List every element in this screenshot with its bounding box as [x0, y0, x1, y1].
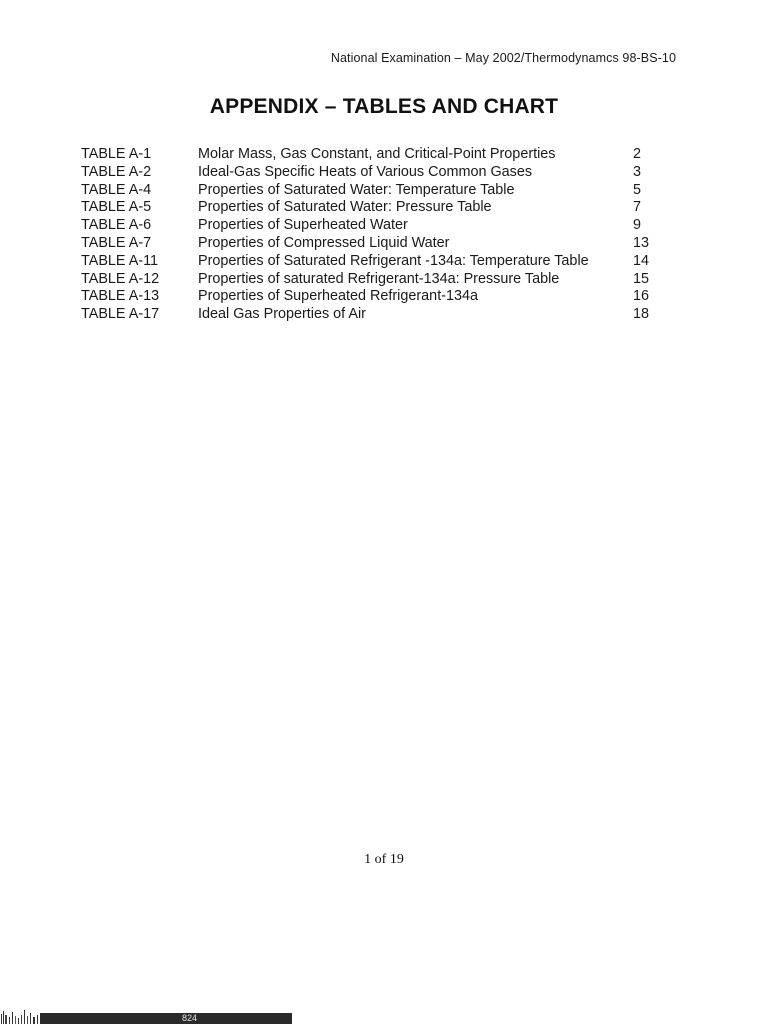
toc-row: [81, 271, 659, 289]
toc-row: [81, 253, 659, 271]
toc-row: [81, 164, 659, 182]
toc-table-name: Properties of Superheated Refrigerant-134a: [198, 288, 478, 305]
toc-page-number: 2: [633, 146, 642, 162]
toc-table-name: Properties of Compressed Liquid Water: [198, 234, 450, 251]
toc-page-number: 16: [633, 288, 650, 305]
scan-bar-number: 824: [182, 1013, 198, 1023]
toc-table-name: Ideal-Gas Specific Heats of Various Common Gases: [198, 163, 533, 180]
scan-bar: [40, 1013, 292, 1024]
toc-page-number: 9: [633, 217, 642, 234]
page-title: APPENDIX – TABLES AND CHART: [209, 95, 559, 118]
toc-page-number: 3: [633, 163, 642, 180]
toc-table-name: Properties of Saturated Water: Temperature Table: [198, 181, 515, 198]
toc-row: [81, 288, 659, 306]
toc-table-id: TABLE A-11: [81, 252, 159, 269]
toc-page-number: 14: [633, 252, 650, 269]
toc-table-id: TABLE A-13: [81, 288, 160, 305]
toc-table-id: TABLE A-4: [81, 181, 152, 198]
running-header: National Examination – May 2002/Thermodynamcs 98-BS-10: [330, 51, 676, 65]
toc-page-number: 15: [633, 270, 650, 287]
toc-table-name: Properties of Saturated Refrigerant -134a: Temperature Table: [198, 252, 589, 269]
toc-row: [81, 217, 659, 235]
toc-row: [81, 146, 659, 164]
toc-page-number: 13: [633, 234, 650, 251]
toc-table-id: TABLE A-1: [81, 146, 152, 162]
toc-table-id: TABLE A-6: [81, 217, 152, 234]
toc-row: [81, 182, 659, 200]
toc-table-name: Molar Mass, Gas Constant, and Critical-Point Properties: [198, 146, 556, 162]
toc-table-name: Properties of Saturated Water: Pressure Table: [198, 199, 492, 216]
table-of-contents: [81, 146, 659, 324]
toc-table-id: TABLE A-2: [81, 163, 152, 180]
toc-table-name: Properties of saturated Refrigerant-134a: Pressure Table: [198, 270, 560, 287]
toc-table-id: TABLE A-17: [81, 306, 160, 323]
toc-table-id: TABLE A-12: [81, 270, 160, 287]
toc-row: [81, 199, 659, 217]
toc-page-number: 5: [633, 181, 642, 198]
toc-page-number: 7: [633, 199, 642, 216]
toc-row: [81, 306, 659, 324]
toc-table-id: TABLE A-7: [81, 234, 152, 251]
toc-table-name: Properties of Superheated Water: [198, 217, 408, 234]
page-indicator: 1 of 19: [364, 852, 404, 867]
toc-row: [81, 235, 659, 253]
toc-page-number: 18: [633, 306, 650, 323]
toc-table-id: TABLE A-5: [81, 199, 152, 216]
scan-artifact-marks: [0, 1006, 44, 1024]
toc-table-name: Ideal Gas Properties of Air: [198, 306, 366, 323]
